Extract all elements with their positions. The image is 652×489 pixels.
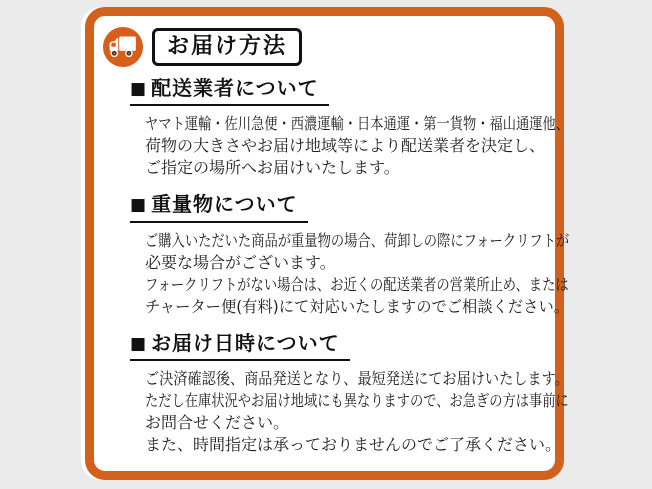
- square-bullet-icon: ■: [130, 195, 148, 216]
- body-line: 荷物の大きさやお届け地域等により配送業者を決定し、: [145, 136, 546, 156]
- section-heading-text: お届け日時について: [151, 330, 340, 355]
- body-line: 必要な場合がございます。: [145, 252, 336, 272]
- section-carriers-heading: [130, 76, 329, 106]
- square-bullet-icon: ■: [130, 333, 148, 354]
- body-line: ご購入いただいた商品が重量物の場合、荷卸しの際にフォークリフトが: [145, 230, 570, 250]
- body-line: ヤマト運輸・佐川急便・西濃運輸・日本通運・第一貨物・福山通運他、: [145, 114, 570, 134]
- body-line: ご指定の場所へお届けいたします。: [145, 158, 400, 178]
- section-delivery-datetime-body: [145, 368, 569, 456]
- section-carriers-body: [145, 113, 569, 179]
- section-heavy-items-body: [145, 230, 569, 318]
- panel-header: [102, 26, 555, 68]
- body-line: チャーター便(有料)にて対応いたしますのでご相談ください。: [145, 296, 570, 316]
- delivery-info-panel: [85, 7, 570, 480]
- section-heading-text: 配送業者について: [151, 76, 319, 100]
- body-line: お問合せください。: [145, 412, 290, 432]
- body-line: ただし在庫状況やお届け地域にも異なりますので、お急ぎの方は事前に: [145, 390, 569, 410]
- section-delivery-datetime: [130, 330, 569, 456]
- panel-title: お届け方法: [152, 28, 302, 66]
- section-heavy-items: [130, 192, 570, 317]
- section-delivery-datetime-heading: [130, 331, 350, 361]
- section-carriers: [130, 76, 570, 179]
- body-line: ご決済確認後、商品発送となり、最短発送にてお届けいたします。: [145, 368, 569, 388]
- body-line: フォークリフトがない場合は、お近くの配送業者の営業所止め、または: [145, 274, 569, 294]
- square-bullet-icon: ■: [130, 79, 148, 99]
- panel-content: [130, 76, 570, 456]
- section-heavy-items-heading: [130, 192, 308, 222]
- section-heading-text: 重量物について: [151, 192, 298, 217]
- truck-icon: [102, 26, 144, 68]
- body-line: また、時間指定は承っておりませんのでご了承ください。: [145, 434, 562, 454]
